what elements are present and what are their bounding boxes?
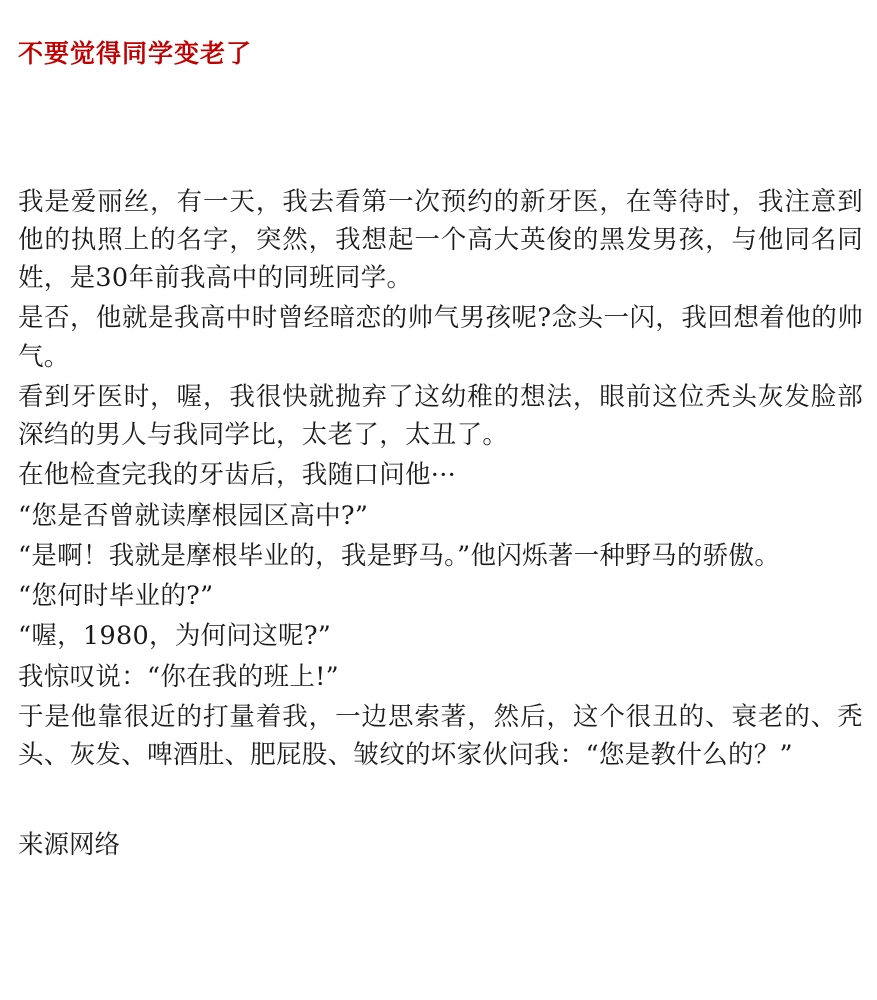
paragraph: 是否，他就是我高中时曾经暗恋的帅气男孩呢?念头一闪，我回想着他的帅气。 <box>18 303 863 372</box>
paragraph: 我是爱丽丝，有一天，我去看第一次预约的新牙医，在等待时，我注意到他的执照上的名字，突然，我想起一个高大英俊的黑发男孩，与他同名同姓，是30年前我高中的同班同学。 <box>18 186 863 293</box>
page-title: 不要觉得同学变老了 <box>18 39 253 68</box>
paragraph: “是啊！我就是摩根毕业的，我是野马。”他闪烁著一种野马的骄傲。 <box>18 540 781 571</box>
body-source-spacer <box>10 774 863 826</box>
source-attribution: 来源网络 <box>18 830 121 861</box>
paragraph: “您何时毕业的?” <box>18 581 214 611</box>
paragraph: “喔，1980，为何问这呢?” <box>18 621 332 652</box>
paragraph: “您是否曾就读摩根园区高中?” <box>18 500 369 531</box>
paragraph: 在他检查完我的牙齿后，我随口问他··· <box>18 460 457 491</box>
title-body-spacer <box>10 71 863 183</box>
paragraph: 我惊叹说：“你在我的班上!” <box>18 661 340 692</box>
paragraph: 看到牙医时，喔，我很快就抛弃了这幼稚的想法，眼前这位秃头灰发脸部深绉的男人与我同学比，太老了，太丑了。 <box>18 381 863 450</box>
paragraph: 于是他靠很近的打量着我，一边思索著，然后，这个很丑的、衰老的、秃头、灰发、啤酒肚、肥屁股、皱纹的坏家伙问我：“您是教什么的？” <box>18 701 863 770</box>
document-body <box>18 183 863 775</box>
